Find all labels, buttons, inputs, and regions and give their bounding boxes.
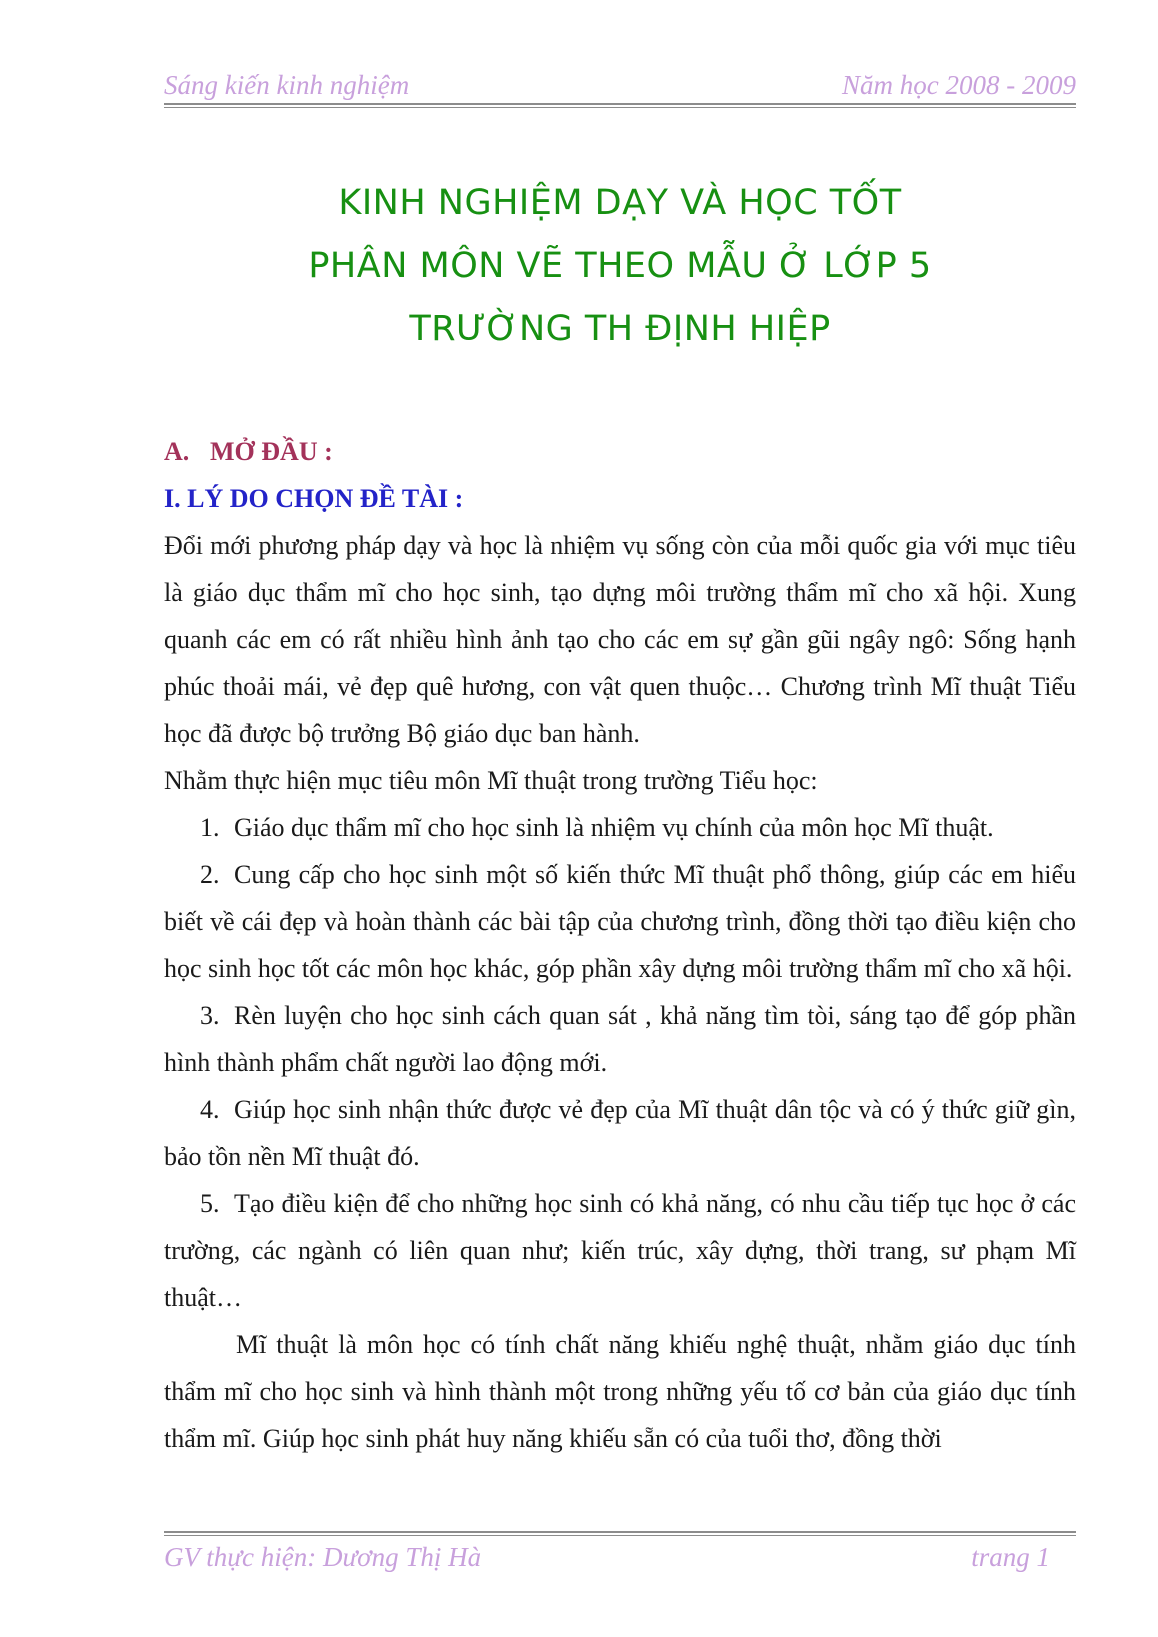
section-1-heading: I. LÝ DO CHỌN ĐỀ TÀI : xyxy=(164,484,464,513)
header-right-text: Năm học 2008 - 2009 xyxy=(842,70,1076,100)
list-item xyxy=(164,1086,1076,1180)
list-item xyxy=(164,1180,1076,1321)
page-header xyxy=(164,66,1076,106)
title-line-3: TRƯỜNG TH ĐỊNH HIỆP xyxy=(409,309,831,349)
list-item xyxy=(164,804,1076,851)
footer-divider xyxy=(164,1531,1076,1536)
page-footer xyxy=(164,1538,1076,1578)
section-a-heading xyxy=(164,428,1076,475)
list-item-number: 3. xyxy=(200,1001,220,1030)
list-item-number: 2. xyxy=(200,860,220,889)
list-item-text: Giúp học sinh nhận thức được vẻ đẹp của Mĩ thuật dân tộc và có ý thức giữ gìn, bảo tồn nền Mĩ thuật đó. xyxy=(164,1095,1076,1171)
header-left-text: Sáng kiến kinh nghiệm xyxy=(164,70,410,100)
list-item-number: 5. xyxy=(200,1189,220,1218)
section-a-number: A. xyxy=(164,437,190,466)
header-divider xyxy=(164,103,1076,108)
title-line-2: PHÂN MÔN VẼ THEO MẪU Ở LỚP 5 xyxy=(308,246,932,286)
paragraph-art-subject: Mĩ thuật là môn học có tính chất năng khiếu nghệ thuật, nhằm giáo dục tính thẩm mĩ cho học sinh và hình thành một trong những yếu tố cơ bản của giáo dục tính thẩm mĩ. Giúp học sinh phát huy năng khiếu sẵn có của tuổi thơ, đồng thời xyxy=(164,1330,1076,1453)
title-line-1: KINH NGHIỆM DẠY VÀ HỌC TỐT xyxy=(338,183,902,223)
list-item-text: Rèn luyện cho học sinh cách quan sát , khả năng tìm tòi, sáng tạo để góp phần hình thành phẩm chất người lao động mới. xyxy=(164,1001,1076,1077)
list-item-text: Cung cấp cho học sinh một số kiến thức Mĩ thuật phổ thông, giúp các em hiểu biết về cái đẹp và hoàn thành các bài tập của chương trình, đồng thời tạo điều kiện cho học sinh học tốt các môn học khác, góp phần xây dựng môi trường thẩm mĩ cho xã hội. xyxy=(164,860,1076,983)
paragraph-intro: Đổi mới phương pháp dạy và học là nhiệm vụ sống còn của mỗi quốc gia với mục tiêu là giáo dục thẩm mĩ cho học sinh, tạo dựng môi trường thẩm mĩ cho xã hội. Xung quanh các em có rất nhiều hình ảnh tạo cho các em sự gần gũi ngây ngô: Sống hạnh phúc thoải mái, vẻ đẹp quê hương, con vật quen thuộc… Chương trình Mĩ thuật Tiểu học đã được bộ trưởng Bộ giáo dục ban hành. xyxy=(164,531,1076,748)
list-item-number: 1. xyxy=(200,813,220,842)
footer-author: GV thực hiện: Dương Thị Hà xyxy=(164,1542,482,1572)
list-item xyxy=(164,992,1076,1086)
list-item-number: 4. xyxy=(200,1095,220,1124)
list-item xyxy=(164,851,1076,992)
document-body xyxy=(164,428,1076,1462)
list-item-text: Tạo điều kiện để cho những học sinh có khả năng, có nhu cầu tiếp tục học ở các trường, các ngành có liên quan như; kiến trúc, xây dựng, thời trang, sư phạm Mĩ thuật… xyxy=(164,1189,1076,1312)
paragraph-objectives-lead: Nhằm thực hiện mục tiêu môn Mĩ thuật trong trường Tiểu học: xyxy=(164,766,818,795)
page-number: trang 1 xyxy=(971,1542,1050,1572)
document-title xyxy=(164,172,1076,361)
list-item-text: Giáo dục thẩm mĩ cho học sinh là nhiệm vụ chính của môn học Mĩ thuật. xyxy=(234,813,994,842)
section-a-label: MỞ ĐẦU : xyxy=(210,437,333,466)
